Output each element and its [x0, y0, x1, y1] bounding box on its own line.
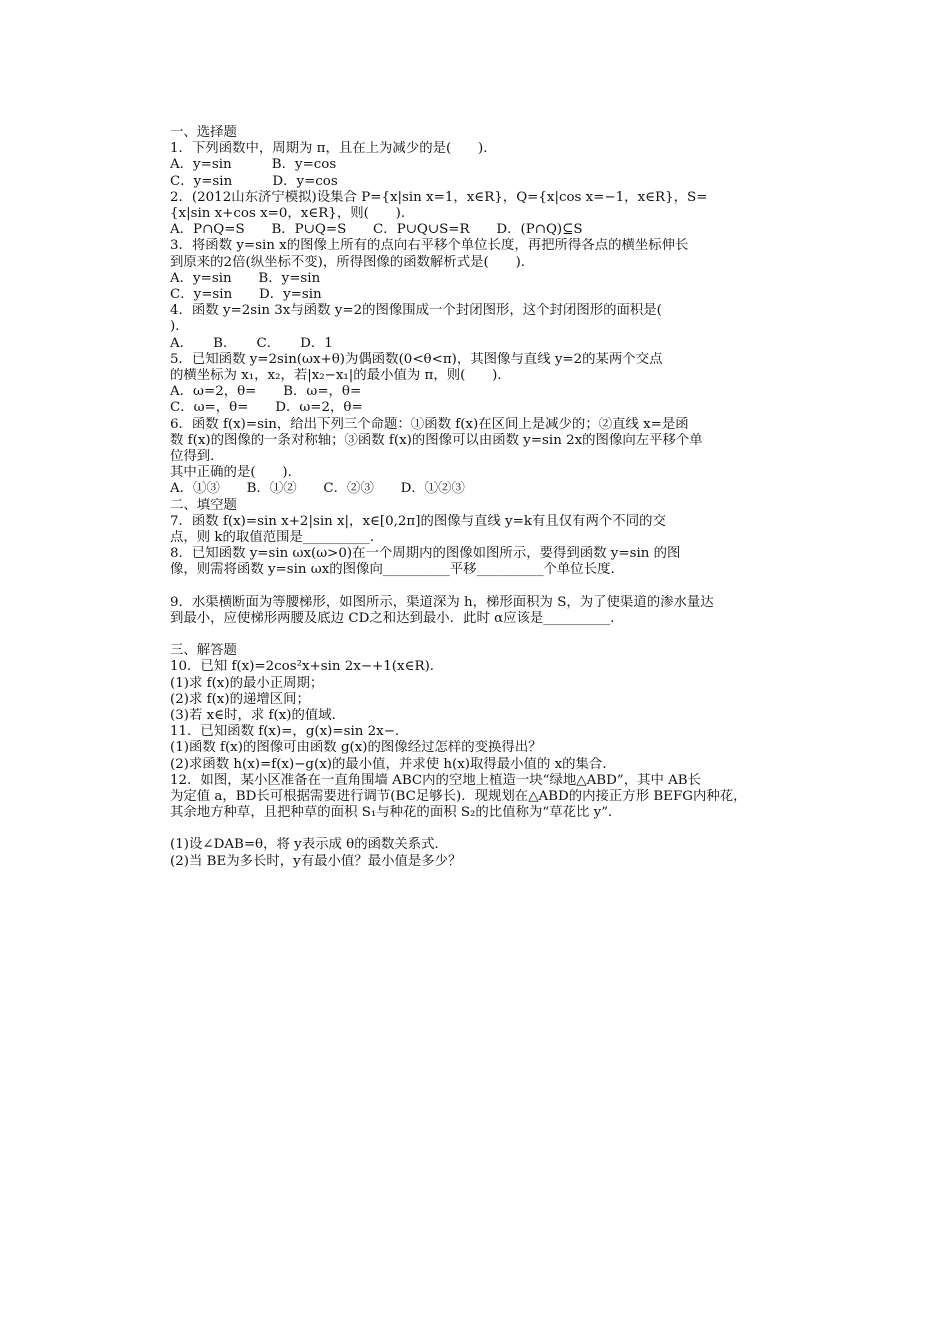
figure-space-q12 [170, 821, 820, 837]
question-10: 10．已知 f(x)=2cos²x+sin 2x−+1(x∈R)． [170, 659, 444, 675]
q11-part-1: (1)函数 f(x)的图像可由函数 g(x)的图像经过怎样的变换得出？ [170, 740, 542, 756]
q1-options-ab: A．y=sin B．y=cos [170, 157, 337, 173]
q2-options: A．P∩Q=S B．P∪Q=S C．P∪Q∪S=R D．(P∩Q)⊆S [170, 222, 583, 238]
question-12: 12．如图，某小区准备在一直角围墙 ABC内的空地上植造一块“绿地△ABD”，其中 AB长 [170, 772, 702, 788]
figure-space-q8 [170, 579, 820, 595]
question-2-cont: {x|sin x+cos x=0，x∈R}，则( )． [170, 206, 415, 222]
q4-options: A． B． C． D．1 [170, 335, 333, 351]
q3-options-cd: C．y=sin D．y=sin [170, 287, 322, 303]
question-6: 6．函数 f(x)=sin，给出下列三个命题：①函数 f(x)在区间上是减少的；②直线 x=是函 [170, 416, 689, 432]
q10-part-2: (2)求 f(x)的递增区间； [170, 691, 310, 707]
section-heading-solve: 三、解答题 [170, 643, 237, 659]
q12-part-1: (1)设∠DAB=θ，将 y表示成 θ的函数关系式． [170, 837, 448, 853]
worksheet-body [170, 125, 820, 870]
question-3-cont: 到原来的2倍(纵坐标不变)，所得图像的函数解析式是( )． [170, 254, 535, 270]
q5-options-ab: A．ω=2，θ= B．ω=，θ= [170, 384, 362, 400]
question-7: 7．函数 f(x)=sin x+2|sin x|，x∈[0,2π]的图像与直线 y=k有且仅有两个不同的交 [170, 513, 666, 529]
question-5: 5．已知函数 y=2sin(ωx+θ)为偶函数(0<θ<π)，其图像与直线 y=2的某两个交点 [170, 351, 663, 367]
figure-space-q9 [170, 627, 820, 643]
question-7-cont: 点，则 k的取值范围是__________． [170, 530, 384, 546]
question-9-cont: 到最小，应使梯形两腰及底边 CD之和达到最小．此时 α应该是__________． [170, 610, 624, 626]
q1-options-cd: C．y=sin D．y=cos [170, 173, 338, 189]
question-8: 8．已知函数 y=sin ωx(ω>0)在一个周期内的图像如图所示，要得到函数 y=sin 的图 [170, 546, 681, 562]
q5-options-cd: C．ω=，θ= D．ω=2，θ= [170, 400, 363, 416]
question-3: 3．将函数 y=sin x的图像上所有的点向右平移个单位长度，再把所得各点的横坐标伸长 [170, 238, 689, 254]
question-11: 11．已知函数 f(x)=，g(x)=sin 2x−． [170, 724, 409, 740]
q10-part-3: (3)若 x∈时，求 f(x)的值域． [170, 707, 346, 723]
q12-part-2: (2)当 BE为多长时，y有最小值？最小值是多少？ [170, 853, 462, 869]
question-6-cont: 数 f(x)的图像的一条对称轴；③函数 f(x)的图像可以由函数 y=sin 2x的图像向左平移个单 [170, 432, 703, 448]
question-4: 4．函数 y=2sin 3x与函数 y=2的图像围成一个封闭图形，这个封闭图形的面积是( [170, 303, 662, 319]
question-1: 1．下列函数中，周期为 π，且在上为减少的是( )． [170, 141, 497, 157]
section-heading-fill: 二、填空题 [170, 497, 237, 513]
question-2: 2．(2012山东济宁模拟)设集合 P={x|sin x=1，x∈R}，Q={x|cos x=−1，x∈R}，S= [170, 189, 708, 205]
question-4-cont: )． [170, 319, 189, 335]
question-12-cont: 为定值 a，BD长可根据需要进行调节(BC足够长)．现规划在△ABD的内接正方形 BEFG内种花， [170, 788, 747, 804]
question-8-cont: 像，则需将函数 y=sin ωx的图像向__________平移__________个单位长度． [170, 562, 624, 578]
q3-options-ab: A．y=sin B．y=sin [170, 270, 321, 286]
q10-part-1: (1)求 f(x)的最小正周期； [170, 675, 324, 691]
q11-part-2: (2)求函数 h(x)=f(x)−g(x)的最小值，并求使 h(x)取得最小值的 x的集合． [170, 756, 616, 772]
question-9: 9．水渠横断面为等腰梯形，如图所示，渠道深为 h，梯形面积为 S，为了使渠道的渗水量达 [170, 594, 714, 610]
section-heading-choice: 一、选择题 [170, 125, 237, 140]
question-12-cont2: 其余地方种草，且把种草的面积 S₁与种花的面积 S₂的比值称为“草花比 y”． [170, 805, 622, 821]
question-5-cont: 的横坐标为 x₁，x₂，若|x₂−x₁|的最小值为 π，则( )． [170, 368, 511, 384]
question-6-prompt: 其中正确的是( )． [170, 465, 301, 481]
q6-options: A．①③ B．①② C．②③ D．①②③ [170, 481, 465, 497]
question-6-cont2: 位得到． [170, 449, 224, 465]
